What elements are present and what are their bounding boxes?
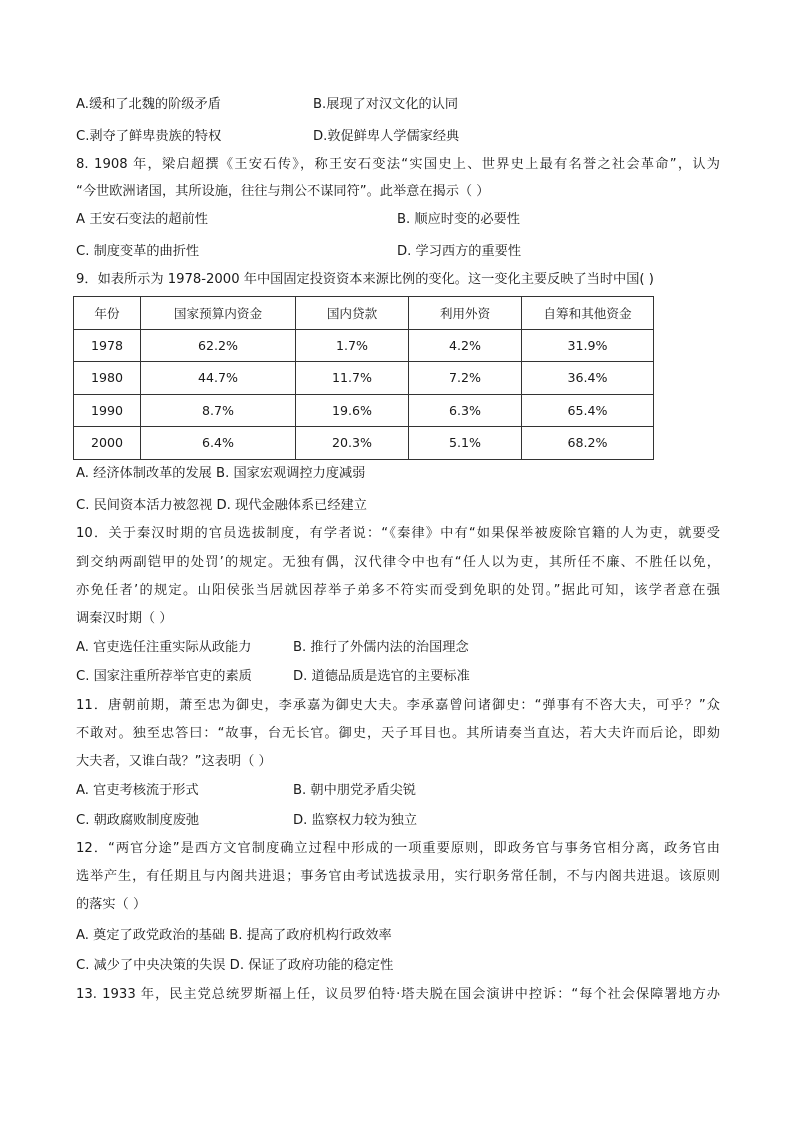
table-cell: 62.2% bbox=[141, 329, 296, 362]
question-10-option-c: C. 国家注重所荐举官吏的素质 bbox=[76, 669, 252, 684]
table-cell: 36.4% bbox=[522, 362, 654, 395]
question-10-stem-line-2: 到交纳两副铠甲的处罚’的规定。无独有偶，汉代律令中也有“任人以为吏，其所任不廉、不胜任以免， bbox=[76, 555, 720, 570]
table-header-cell: 国家预算内资金 bbox=[141, 297, 296, 330]
table-header-cell: 国内贷款 bbox=[296, 297, 409, 330]
table-header-cell: 利用外资 bbox=[409, 297, 522, 330]
table-cell: 2000 bbox=[74, 427, 141, 460]
question-11-option-a: A. 官吏考核流于形式 bbox=[76, 783, 199, 798]
question-11-stem-line-3: 大夫者，又谁白哉？”这表明（ ） bbox=[76, 754, 272, 769]
table-row bbox=[74, 394, 654, 427]
question-8-stem-line-2: “今世欧洲诸国，其所设施，往往与荆公不谋同符”。此举意在揭示（ ） bbox=[76, 184, 490, 199]
question-12-stem-line-2: 选举产生，有任期且与内阁共进退；事务官由考试选拔录用，实行职务常任制，不与内阁共进退。该原则 bbox=[76, 869, 720, 884]
question-8-option-b: B. 顺应时变的必要性 bbox=[397, 212, 520, 227]
table-cell: 65.4% bbox=[522, 394, 654, 427]
question-11-stem-line-2: 不敢对。独至忠答曰：“故事，台无长官。御史，天子耳目也。其所请奏当直达，若大夫许而后论，即劾 bbox=[76, 726, 720, 741]
option-b: B.展现了对汉文化的认同 bbox=[313, 97, 459, 112]
option-c: C.剥夺了鲜卑贵族的特权 bbox=[76, 129, 222, 144]
question-8-option-a: A 王安石变法的超前性 bbox=[76, 212, 208, 227]
question-12-options-line-2: C. 减少了中央决策的失误 D. 保证了政府功能的稳定性 bbox=[76, 958, 394, 973]
table-cell: 19.6% bbox=[296, 394, 409, 427]
question-11-option-b: B. 朝中朋党矛盾尖锐 bbox=[293, 783, 416, 798]
option-a: A.缓和了北魏的阶级矛盾 bbox=[76, 97, 221, 112]
question-9-options-line-2: C. 民间资本活力被忽视 D. 现代金融体系已经建立 bbox=[76, 498, 367, 513]
table-header-cell: 年份 bbox=[74, 297, 141, 330]
question-11-option-d: D. 监察权力较为独立 bbox=[293, 813, 418, 828]
question-9-stem: 9．如表所示为 1978-2000 年中国固定投资资本来源比例的变化。这一变化主要反映了当时中国( ) bbox=[76, 272, 654, 287]
table-cell: 68.2% bbox=[522, 427, 654, 460]
question-13-stem-line-1: 13. 1933 年，民主党总统罗斯福上任，议员罗伯特·塔夫脱在国会演讲中控诉：“每个社会保障署地方办 bbox=[76, 987, 720, 1002]
question-8-option-d: D. 学习西方的重要性 bbox=[397, 244, 522, 259]
question-10-stem-line-3: 亦免任者’的规定。山阳侯张当居就因荐举子弟多不符实而受到免职的处罚。”据此可知，该学者意在强 bbox=[76, 583, 720, 598]
question-11-option-c: C. 朝政腐败制度废弛 bbox=[76, 813, 200, 828]
table-cell: 4.2% bbox=[409, 329, 522, 362]
table-cell: 31.9% bbox=[522, 329, 654, 362]
table-header-row bbox=[74, 297, 654, 330]
table-cell: 1990 bbox=[74, 394, 141, 427]
table-cell: 1978 bbox=[74, 329, 141, 362]
investment-source-table bbox=[73, 296, 654, 460]
question-12-stem-line-1: 12．“两官分途”是西方文官制度确立过程中形成的一项重要原则，即政务官与事务官相分离，政务官由 bbox=[76, 841, 720, 856]
table-header-cell: 自筹和其他资金 bbox=[522, 297, 654, 330]
question-8-option-c: C. 制度变革的曲折性 bbox=[76, 244, 200, 259]
table-cell: 5.1% bbox=[409, 427, 522, 460]
question-12-stem-line-3: 的落实（ ） bbox=[76, 897, 147, 912]
table-row bbox=[74, 427, 654, 460]
table-row bbox=[74, 329, 654, 362]
question-10-option-a: A. 官吏选任注重实际从政能力 bbox=[76, 640, 252, 655]
table-cell: 11.7% bbox=[296, 362, 409, 395]
table-cell: 8.7% bbox=[141, 394, 296, 427]
table-cell: 6.4% bbox=[141, 427, 296, 460]
table-cell: 44.7% bbox=[141, 362, 296, 395]
table-cell: 7.2% bbox=[409, 362, 522, 395]
question-10-option-b: B. 推行了外儒内法的治国理念 bbox=[293, 640, 469, 655]
question-9-options-line-1: A. 经济体制改革的发展 B. 国家宏观调控力度减弱 bbox=[76, 466, 366, 481]
table-cell: 20.3% bbox=[296, 427, 409, 460]
option-d: D.敦促鲜卑人学儒家经典 bbox=[313, 129, 460, 144]
table-cell: 6.3% bbox=[409, 394, 522, 427]
question-8-stem-line-1: 8. 1908 年，梁启超撰《王安石传》，称王安石变法“实国史上、世界史上最有名誉之社会革命”，认为 bbox=[76, 157, 720, 172]
table-cell: 1980 bbox=[74, 362, 141, 395]
table-cell: 1.7% bbox=[296, 329, 409, 362]
question-12-options-line-1: A. 奠定了政党政治的基础 B. 提高了政府机构行政效率 bbox=[76, 928, 392, 943]
question-10-stem-line-4: 调秦汉时期（ ） bbox=[76, 611, 173, 626]
question-10-option-d: D. 道德品质是选官的主要标准 bbox=[293, 669, 470, 684]
question-11-stem-line-1: 11．唐朝前期，萧至忠为御史，李承嘉为御史大夫。李承嘉曾问诸御史：“弹事有不咨大夫，可乎？”众 bbox=[76, 698, 720, 713]
table-row bbox=[74, 362, 654, 395]
question-10-stem-line-1: 10．关于秦汉时期的官员选拔制度，有学者说：“《秦律》中有“如果保举被废除官籍的人为吏，就要受 bbox=[76, 526, 720, 541]
